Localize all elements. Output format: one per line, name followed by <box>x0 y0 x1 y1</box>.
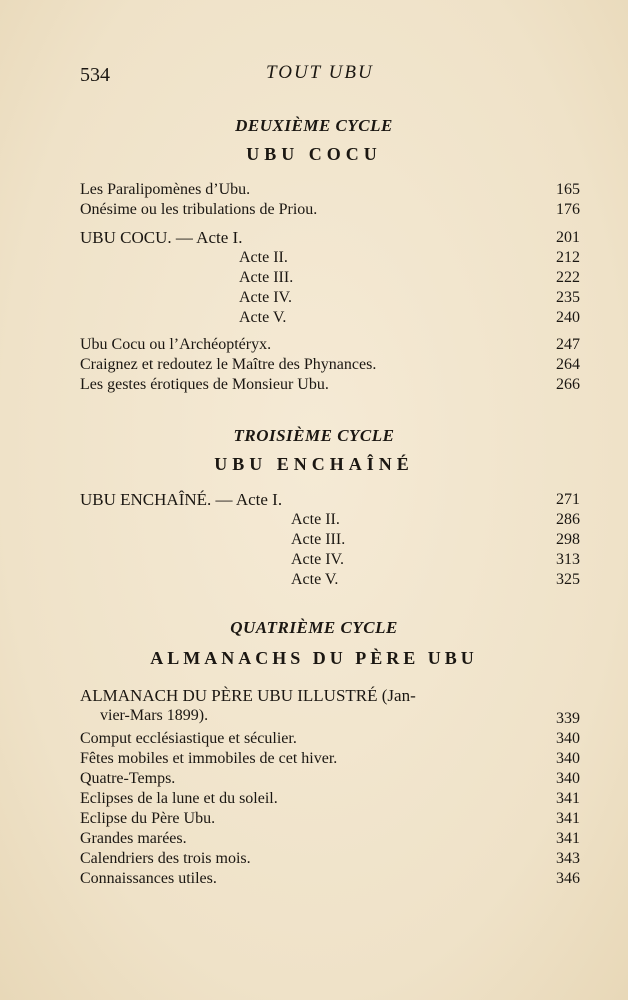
toc-entry-page: 271 <box>556 491 580 508</box>
toc-entry-page: 346 <box>556 870 580 887</box>
play-title-ubu-enchaine: UBU ENCHAÎNÉ. — Acte I. <box>80 490 283 509</box>
toc-entry-page: 343 <box>556 850 580 867</box>
toc-entry-page: 341 <box>556 810 580 827</box>
toc-entry-page: 240 <box>556 309 580 326</box>
toc-entry <box>80 335 580 355</box>
toc-entry <box>80 180 580 200</box>
toc-entry-page: 340 <box>556 770 580 787</box>
almanach-title-line-1: ALMANACH DU PÈRE UBU ILLUSTRÉ (Jan- <box>80 686 416 705</box>
cycle-heading-3: TROISIÈME CYCLE <box>233 426 395 445</box>
toc-entry-title: Grandes marées. <box>80 830 187 847</box>
toc-entry-page: 325 <box>556 571 580 588</box>
toc-entry-page: 201 <box>556 229 580 246</box>
toc-entry-title: Les gestes érotiques de Monsieur Ubu. <box>80 376 329 393</box>
toc-entry-page: 222 <box>556 269 580 286</box>
toc-entry-title: Les Paralipomènes d’Ubu. <box>80 181 251 198</box>
act-label: Acte II. <box>291 511 340 528</box>
toc-entry-page: 212 <box>556 249 580 266</box>
cycle-heading-2: DEUXIÈME CYCLE <box>235 116 393 135</box>
toc-entry <box>80 375 580 395</box>
toc-entry <box>80 749 580 769</box>
toc-entry-page: 340 <box>556 730 580 747</box>
toc-entry <box>80 809 580 829</box>
toc-entry <box>80 729 580 749</box>
toc-entry <box>80 869 580 889</box>
act-label: Acte III. <box>291 531 346 548</box>
toc-entry-title: Onésime ou les tribulations de Priou. <box>80 201 318 218</box>
toc-entry-page: 264 <box>556 356 580 373</box>
toc-entry-page: 165 <box>556 181 580 198</box>
toc-entry <box>80 200 580 220</box>
toc-entry-title: Eclipse du Père Ubu. <box>80 810 216 827</box>
act-label: Acte III. <box>239 269 294 286</box>
act-label: Acte V. <box>239 309 287 326</box>
toc-entry-title: Ubu Cocu ou l’Archéoptéryx. <box>80 336 272 353</box>
toc-entry <box>80 769 580 789</box>
cycle-heading-4: QUATRIÈME CYCLE <box>230 618 398 637</box>
toc-entry-page: 235 <box>556 289 580 306</box>
toc-entry-title: Comput ecclésiastique et séculier. <box>80 730 297 747</box>
toc-entry-page: 340 <box>556 750 580 767</box>
section-title-ubu-cocu: UBU COCU <box>246 144 382 164</box>
toc-entry-title: Eclipses de la lune et du soleil. <box>80 790 278 807</box>
act-label: Acte V. <box>291 571 339 588</box>
toc-entry-page: 313 <box>556 551 580 568</box>
act-label: Acte IV. <box>239 289 293 306</box>
toc-entry-page: 298 <box>556 531 580 548</box>
almanach-title-line-2: vier-Mars 1899). <box>100 707 209 724</box>
toc-entry <box>80 829 580 849</box>
toc-entry-page: 339 <box>556 710 580 727</box>
toc-entry <box>80 849 580 869</box>
section-title-almanachs: ALMANACHS DU PÈRE UBU <box>150 648 478 668</box>
act-label: Acte IV. <box>291 551 345 568</box>
toc-entry <box>80 789 580 809</box>
toc-entry-page: 247 <box>556 336 580 353</box>
toc-entry-title: Fêtes mobiles et immobiles de cet hiver. <box>80 750 338 767</box>
toc-entry-title: Quatre-Temps. <box>80 770 176 787</box>
toc-entry-page: 286 <box>556 511 580 528</box>
toc-entry-title: Craignez et redoutez le Maître des Phynances. <box>80 356 377 373</box>
toc-entry <box>80 355 580 375</box>
act-label: Acte II. <box>239 249 288 266</box>
toc-entry-title: Connaissances utiles. <box>80 870 217 887</box>
running-title: TOUT UBU <box>266 62 374 83</box>
toc-entry-page: 341 <box>556 790 580 807</box>
toc-entry-page: 176 <box>556 201 580 218</box>
toc-entry-page: 266 <box>556 376 580 393</box>
play-title-ubu-cocu: UBU COCU. — Acte I. <box>80 228 243 247</box>
section-title-ubu-enchaine: UBU ENCHAÎNÉ <box>214 454 414 474</box>
page-number: 534 <box>80 64 110 86</box>
toc-entry-page: 341 <box>556 830 580 847</box>
toc-entry-title: Calendriers des trois mois. <box>80 850 251 867</box>
